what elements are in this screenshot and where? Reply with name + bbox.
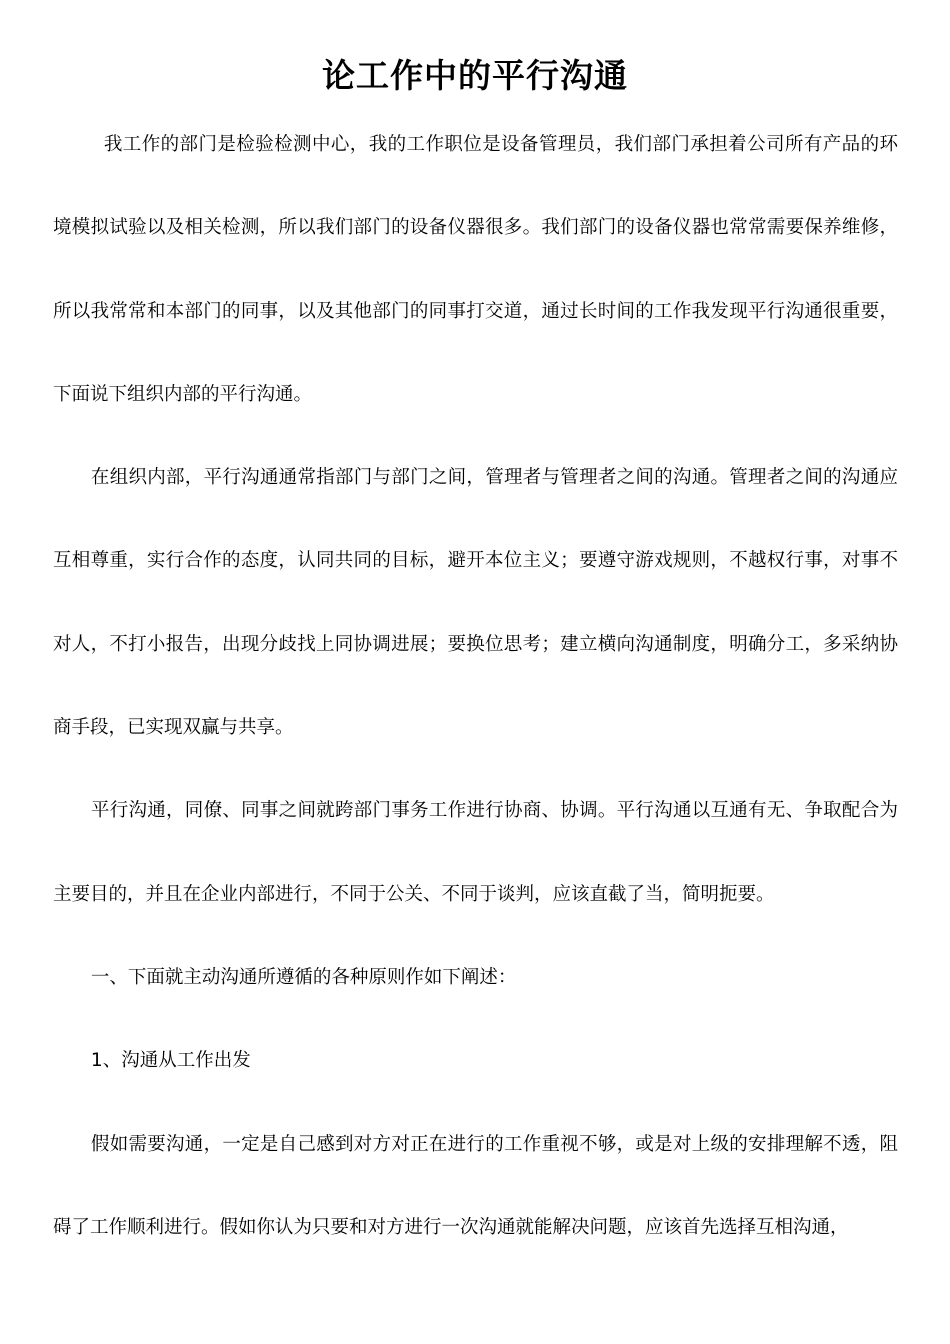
document-title: 论工作中的平行沟通	[322, 56, 628, 95]
paragraph-need-communication: 假如需要沟通，一定是自己感到对方对正在进行的工作重视不够，或是对上级的安排理解不透，阻碍了工作顺利进行。假如你认为只要和对方进行一次沟通就能解决问题，应该首先选择互相沟通，	[53, 1133, 898, 1238]
section-heading-principles: 一、下面就主动沟通所遵循的各种原则作如下阐述：	[90, 966, 517, 988]
subheading-work-oriented: 1、沟通从工作出发	[90, 1050, 251, 1072]
document-body	[53, 103, 898, 1269]
paragraph-intro: 我工作的部门是检验检测中心，我的工作职位是设备管理员，我们部门承担着公司所有产品的环境模拟试验以及相关检测，所以我们部门的设备仪器很多。我们部门的设备仪器也常常需要保养维修，所以我常常和本部门的同事，以及其他部门的同事打交道，通过长时间的工作我发现平行沟通很重要，下面说下组织内部的平行沟通。	[53, 134, 898, 405]
paragraph-peer-communication: 平行沟通，同僚、同事之间就跨部门事务工作进行协商、协调。平行沟通以互通有无、争取配合为主要目的，并且在企业内部进行，不同于公关、不同于谈判，应该直截了当，简明扼要。	[53, 800, 898, 905]
paragraph-definition: 在组织内部，平行沟通通常指部门与部门之间，管理者与管理者之间的沟通。管理者之间的沟通应互相尊重，实行合作的态度，认同共同的目标，避开本位主义；要遵守游戏规则，不越权行事，对事不对人，不打小报告，出现分歧找上同协调进展；要换位思考；建立横向沟通制度，明确分工，多采纳协商手段，已实现双赢与共享。	[53, 467, 898, 739]
